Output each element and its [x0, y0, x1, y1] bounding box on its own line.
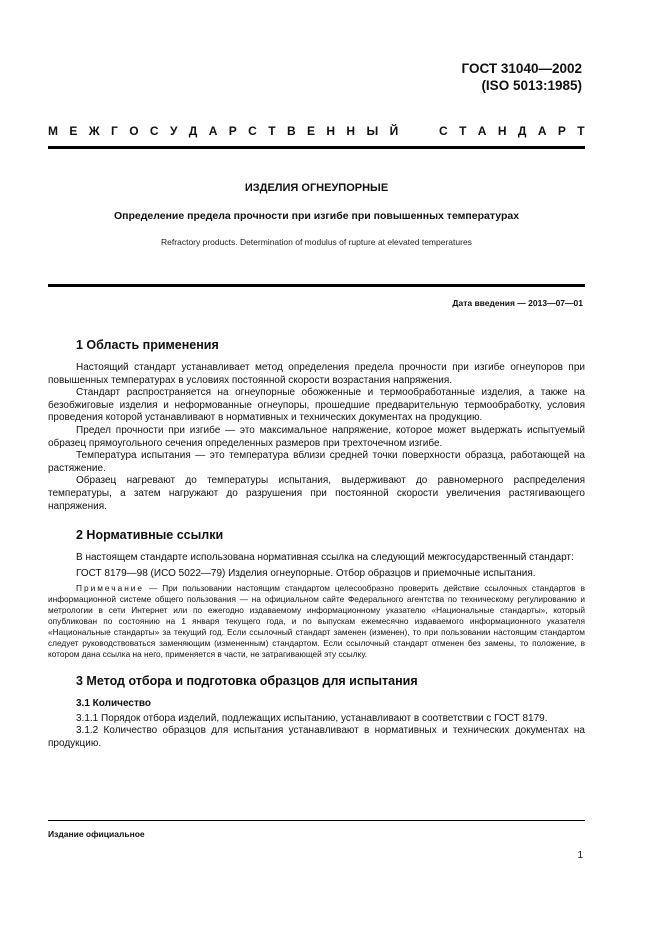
banner-letter: С: [248, 124, 257, 138]
iso-number: (ISO 5013:1985): [481, 78, 582, 93]
section-3-heading: 3 Метод отбора и подготовка образцов для испытания: [76, 673, 418, 688]
section-sampling: [48, 674, 585, 751]
banner-letter: [424, 124, 427, 138]
english-title: Refractory products. Determination of modulus of rupture at elevated temperatures: [161, 237, 472, 247]
document-body: [48, 338, 585, 750]
banner-letter: Д: [188, 124, 198, 138]
banner-letter: Д: [517, 124, 527, 138]
banner-letter: А: [208, 124, 218, 138]
banner-letter: Ж: [88, 124, 100, 138]
section-2-paragraph: В настоящем стандарте использована нормативная ссылка на следующий межгосударственный стандарт:: [76, 552, 574, 564]
section-1-paragraph: Образец нагревают до температуры испытания, выдерживают до равномерного распределения температуры, а затем нагружают до разрушения при постоянной скорости увеличения растягивающего напряжения.: [48, 475, 585, 512]
banner-letter: В: [286, 124, 296, 138]
banner-letter: Е: [69, 124, 78, 138]
section-1-paragraph: Стандарт распространяется на огнеупорные обожженные и термообработанные изделия, а также на безобжиговые изделия и неформованные огнеупоры, прошедшие предварительную термообработку, условия проведения которой устанавливают в нормативных и технических документах на продукцию.: [48, 387, 585, 424]
banner-letter: Н: [326, 124, 336, 138]
banner-letter: Н: [497, 124, 507, 138]
section-scope: [48, 338, 585, 513]
banner-letter: Р: [557, 124, 566, 138]
banner-letter: А: [537, 124, 547, 138]
top-rule: [48, 146, 585, 149]
banner-letter: А: [477, 124, 487, 138]
section-1-paragraph: Предел прочности при изгибе — это максимальное напряжение, которое может выдержать испытуемый образец прямоугольного сечения определенных размеров при трехточечном изгибе.: [48, 424, 585, 449]
interstate-standard-banner: [48, 124, 585, 138]
page-number: 1: [577, 850, 583, 861]
banner-letter: Т: [268, 124, 276, 138]
banner-letter: С: [439, 124, 448, 138]
banner-letter: Ы: [366, 124, 379, 138]
document-title: ИЗДЕЛИЯ ОГНЕУПОРНЫЕ: [244, 182, 389, 194]
section-1-paragraph: Температура испытания — это температура вблизи средней точки поверхности образца, работающей на растяжение.: [48, 450, 585, 474]
section-1-paragraph: Настоящий стандарт устанавливает метод определения предела прочности при изгибе огнеупоров при повышенных температурах в условиях постоянной скорости возрастания напряжения.: [48, 362, 585, 386]
gost-number: ГОСТ 31040—2002: [461, 61, 582, 76]
reference-entry: ГОСТ 8179—98 (ИСО 5022—79) Изделия огнеупорные. Отбор образцов и приемочные испытания.: [76, 567, 536, 579]
note-text: — При пользовании настоящим стандартом целесообразно проверить действие ссылочных стандартов в информационной системе общего пользования — на официальном сайте Федерального агентства по техническому регулированию и метрологии в сети Интернет или по ежегодно издаваемому информационному указателю «Национальные стандарты», который опубликован по состоянию на 1 января текущего года, и по выпускам ежемесячно издаваемого информационного указателя «Национальные стандарты» за текущий год. Если ссылочный стандарт заменен (изменен), то при пользовании настоящим стандартом следует руководствоваться заменяющим (измененным) стандартом. Если ссылочный стандарт отменен без замены, то положение, в котором дана ссылка на него, применяется в части, не затрагивающей эту ссылку.: [48, 583, 585, 659]
banner-letter: С: [149, 124, 159, 138]
section-1-heading: 1 Область применения: [76, 338, 219, 352]
subsection-3-1-heading: 3.1 Количество: [76, 697, 151, 709]
banner-letter: Т: [577, 124, 585, 138]
document-subtitle: Определение предела прочности при изгибе при повышенных температурах: [113, 210, 520, 222]
banner-letter: Р: [228, 124, 237, 138]
note-label: Примечание: [76, 583, 145, 594]
section-3-paragraph: 3.1.2 Количество образцов для испытания устанавливают в нормативных и технических документах на продукцию.: [48, 725, 585, 749]
section-3-paragraph: 3.1.1 Порядок отбора изделий, подлежащих испытанию, устанавливают в соответствии с ГОСТ 8179.: [76, 712, 548, 724]
title-bottom-rule: [48, 284, 585, 287]
banner-letter: Г: [111, 124, 118, 138]
footer-rule: [48, 820, 585, 821]
gost-designation: [462, 60, 582, 94]
banner-letter: У: [169, 124, 178, 138]
banner-letter: О: [129, 124, 139, 138]
introduction-date: Дата введения — 2013—07—01: [452, 298, 583, 308]
banner-letter: Т: [459, 124, 467, 138]
banner-letter: [410, 124, 413, 138]
note-paragraph: [48, 583, 585, 659]
section-2-heading: 2 Нормативные ссылки: [76, 528, 224, 543]
section-normative-references: [48, 528, 585, 660]
banner-letter: Е: [306, 124, 315, 138]
banner-letter: М: [48, 124, 58, 138]
banner-letter: Н: [346, 124, 356, 138]
banner-letter: Й: [389, 124, 399, 138]
official-edition-label: Издание официальное: [48, 829, 145, 839]
